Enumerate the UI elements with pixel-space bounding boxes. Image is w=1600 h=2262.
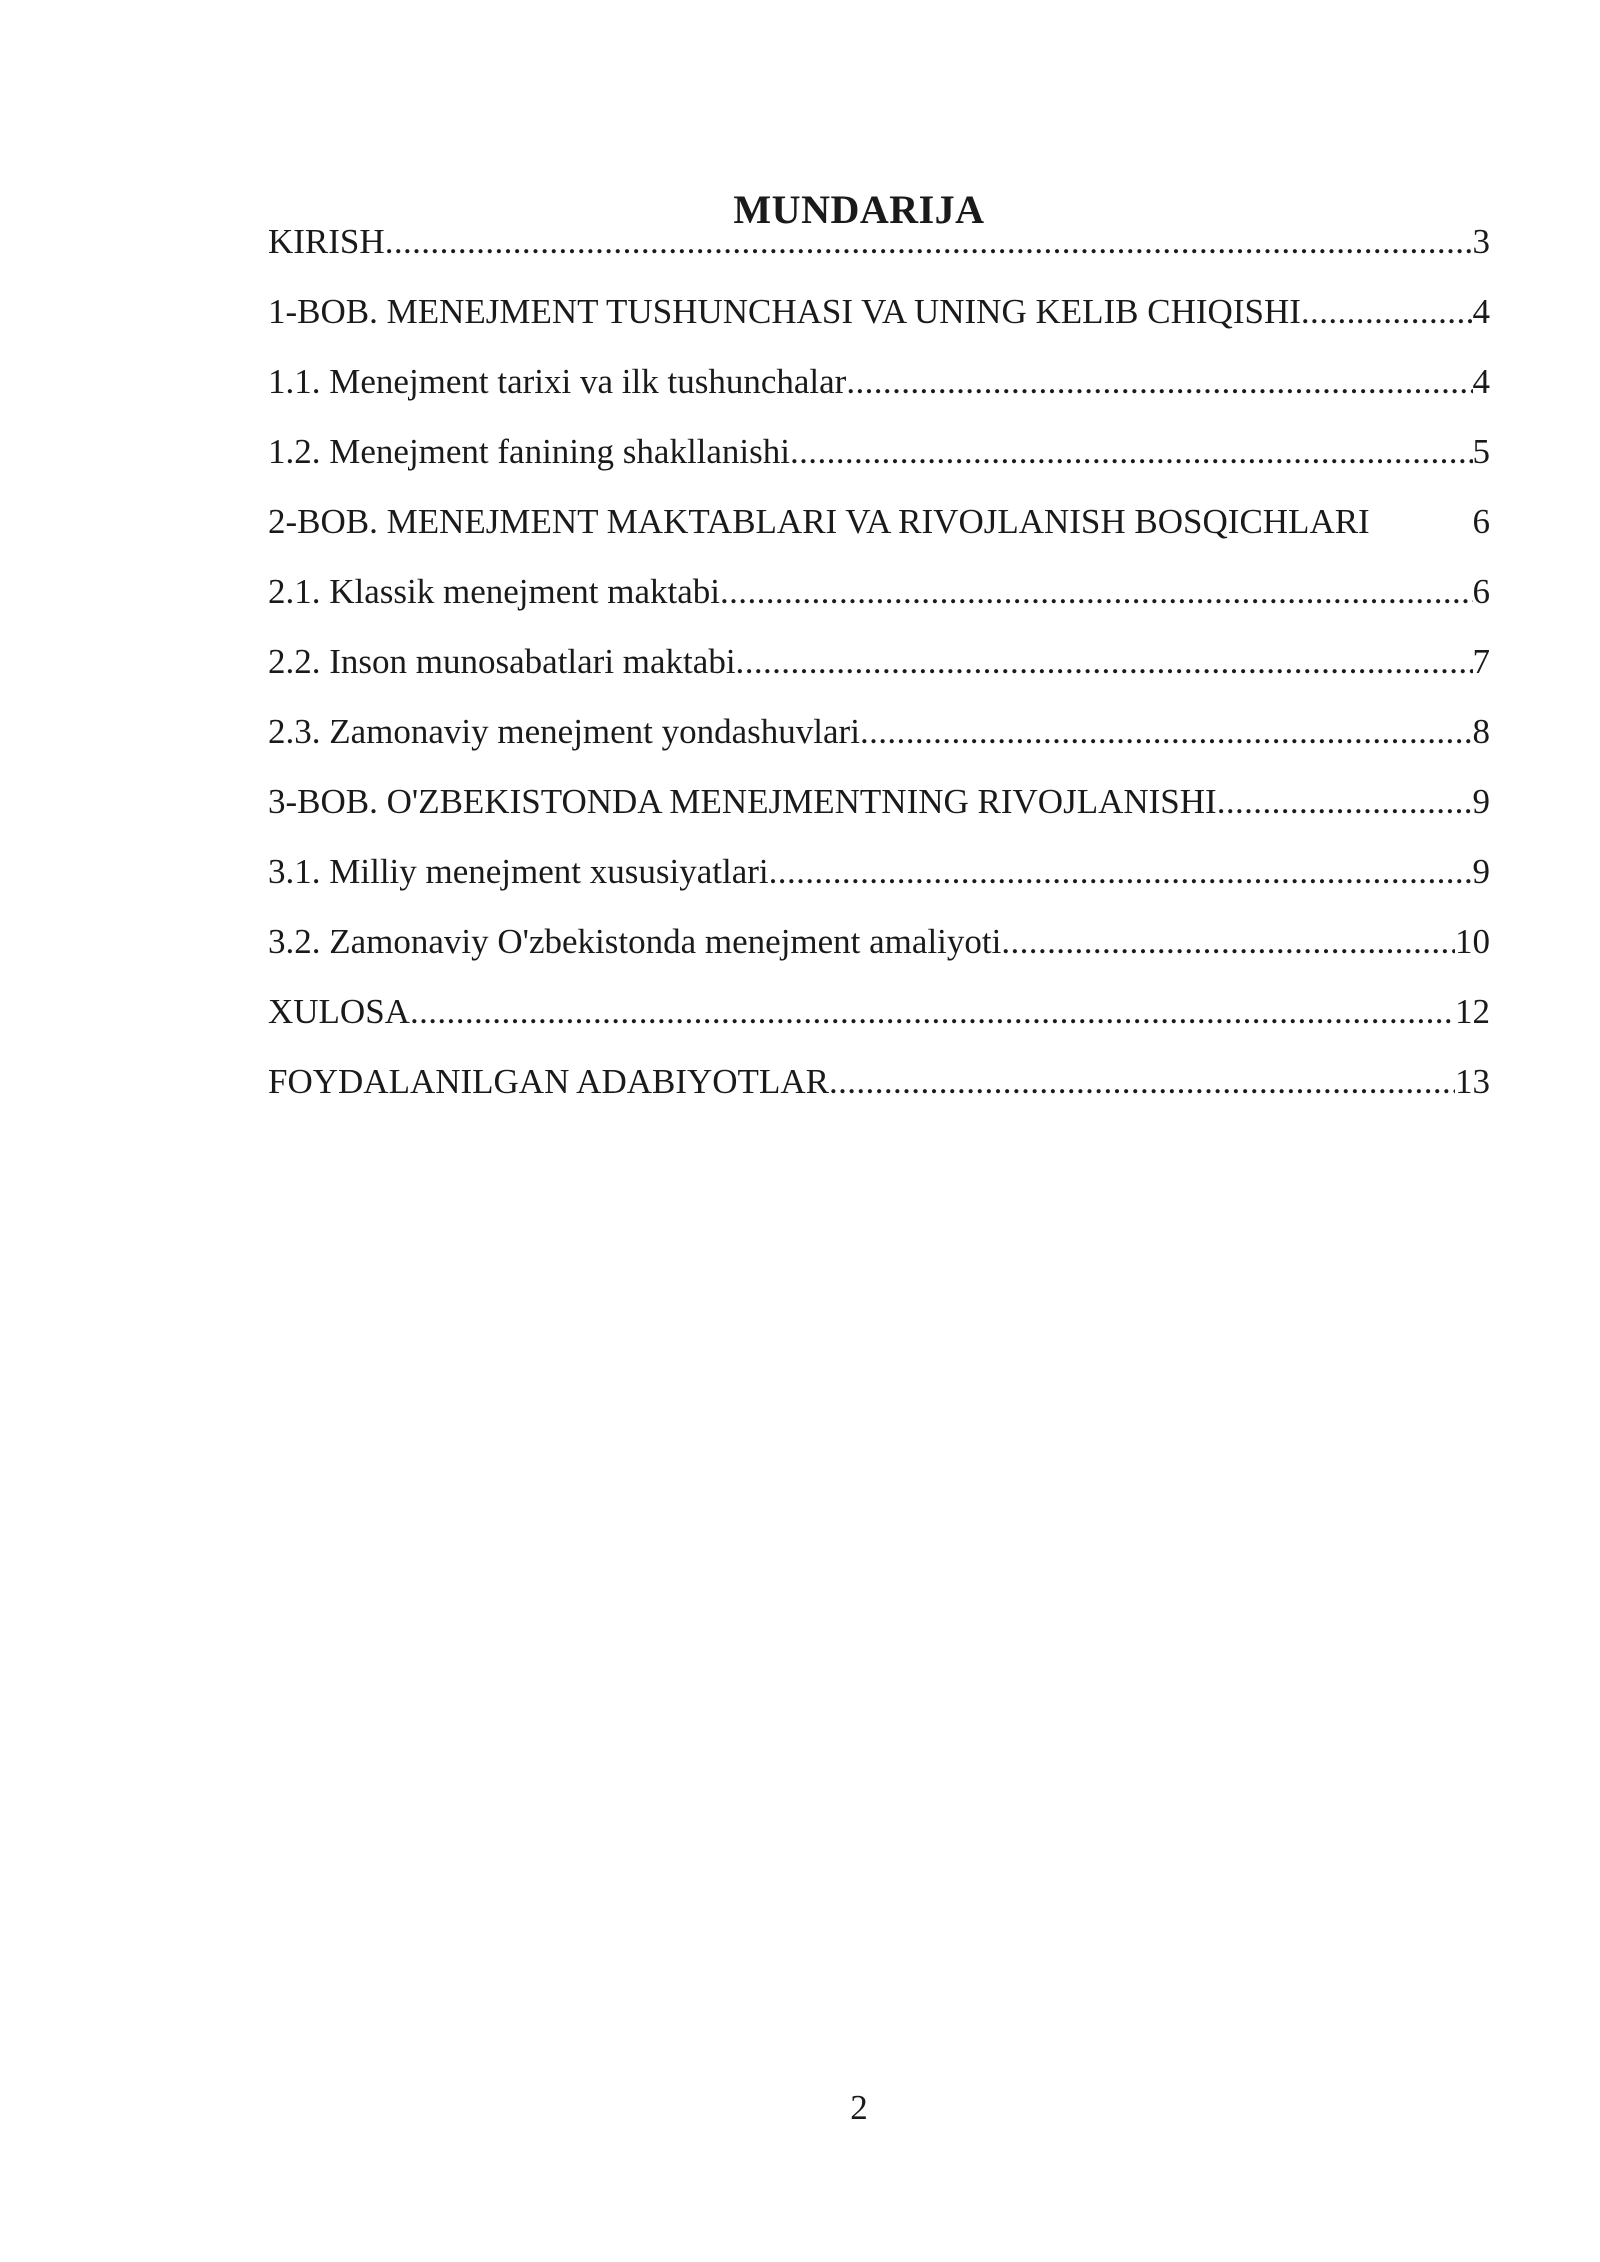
dot-leader <box>860 703 1473 761</box>
toc-entry-page: 9 <box>1472 852 1490 891</box>
toc-entry-page: 13 <box>1455 1062 1490 1101</box>
toc-entry-page: 6 <box>1472 502 1490 541</box>
toc-entry[interactable] <box>268 213 1490 283</box>
dot-leader <box>410 983 1455 1041</box>
dot-leader <box>385 213 1473 271</box>
dot-leader <box>790 423 1473 481</box>
toc-entry-page: 7 <box>1472 642 1490 681</box>
toc-entry-page: 9 <box>1472 782 1490 821</box>
toc-entry[interactable] <box>268 493 1490 563</box>
toc-entry[interactable] <box>268 563 1490 633</box>
toc-entry[interactable] <box>268 913 1490 983</box>
toc-entry-label: KIRISH <box>268 222 385 261</box>
toc-entry-label: 2.3. Zamonaviy menejment yondashuvlari <box>268 712 860 751</box>
page-title: MUNDARIJA <box>733 186 985 232</box>
toc-entry-label: 3.1. Milliy menejment xususiyatlari <box>268 852 769 891</box>
dot-leader <box>846 353 1472 411</box>
toc-entry-label: 2.1. Klassik menejment maktabi <box>268 572 720 611</box>
toc-entry[interactable] <box>268 1053 1490 1123</box>
toc-entry-page: 6 <box>1472 572 1490 611</box>
toc-entry-label: 1.1. Menejment tarixi va ilk tushunchalar <box>268 362 847 401</box>
toc-entry[interactable] <box>268 843 1490 913</box>
toc-entry-label: 2.2. Inson munosabatlari maktabi <box>268 642 736 681</box>
dot-leader <box>1001 913 1455 971</box>
toc-entry-page: 4 <box>1472 362 1490 401</box>
toc-entry[interactable] <box>268 423 1490 493</box>
toc-entry[interactable] <box>268 983 1490 1053</box>
table-of-contents <box>268 213 1490 1123</box>
toc-entry-page: 4 <box>1472 292 1490 331</box>
toc-entry-label: FOYDALANILGAN ADABIYOTLAR <box>268 1062 829 1101</box>
dot-leader <box>736 633 1473 691</box>
dot-leader <box>1217 773 1473 831</box>
toc-entry-page: 10 <box>1455 922 1490 961</box>
dot-leader <box>1301 283 1473 341</box>
toc-entry[interactable] <box>268 633 1490 703</box>
toc-entry[interactable] <box>268 283 1490 353</box>
toc-entry[interactable] <box>268 773 1490 843</box>
page-number: 2 <box>850 2088 868 2127</box>
toc-entry-page: 8 <box>1472 712 1490 751</box>
toc-entry-label: 1-BOB. MENEJMENT TUSHUNCHASI VA UNING KELIB CHIQISHI <box>268 292 1301 331</box>
toc-entry[interactable] <box>268 703 1490 773</box>
toc-entry-label: 3.2. Zamonaviy O'zbekistonda menejment amaliyoti <box>268 922 1002 961</box>
toc-entry-label: 3-BOB. O'ZBEKISTONDA MENEJMENTNING RIVOJLANISHI <box>268 782 1217 821</box>
dot-leader <box>829 1053 1455 1111</box>
toc-entry-label: XULOSA <box>268 992 410 1031</box>
toc-entry-page: 12 <box>1455 992 1490 1031</box>
dot-leader <box>769 843 1473 901</box>
toc-entry-label: 1.2. Menejment fanining shakllanishi <box>268 432 790 471</box>
toc-entry-page: 5 <box>1472 432 1490 471</box>
toc-entry[interactable] <box>268 353 1490 423</box>
toc-entry-page: 3 <box>1472 222 1490 261</box>
dot-leader <box>720 563 1473 621</box>
toc-entry-label: 2-BOB. MENEJMENT MAKTABLARI VA RIVOJLANISH BOSQICHLARI <box>268 502 1370 541</box>
